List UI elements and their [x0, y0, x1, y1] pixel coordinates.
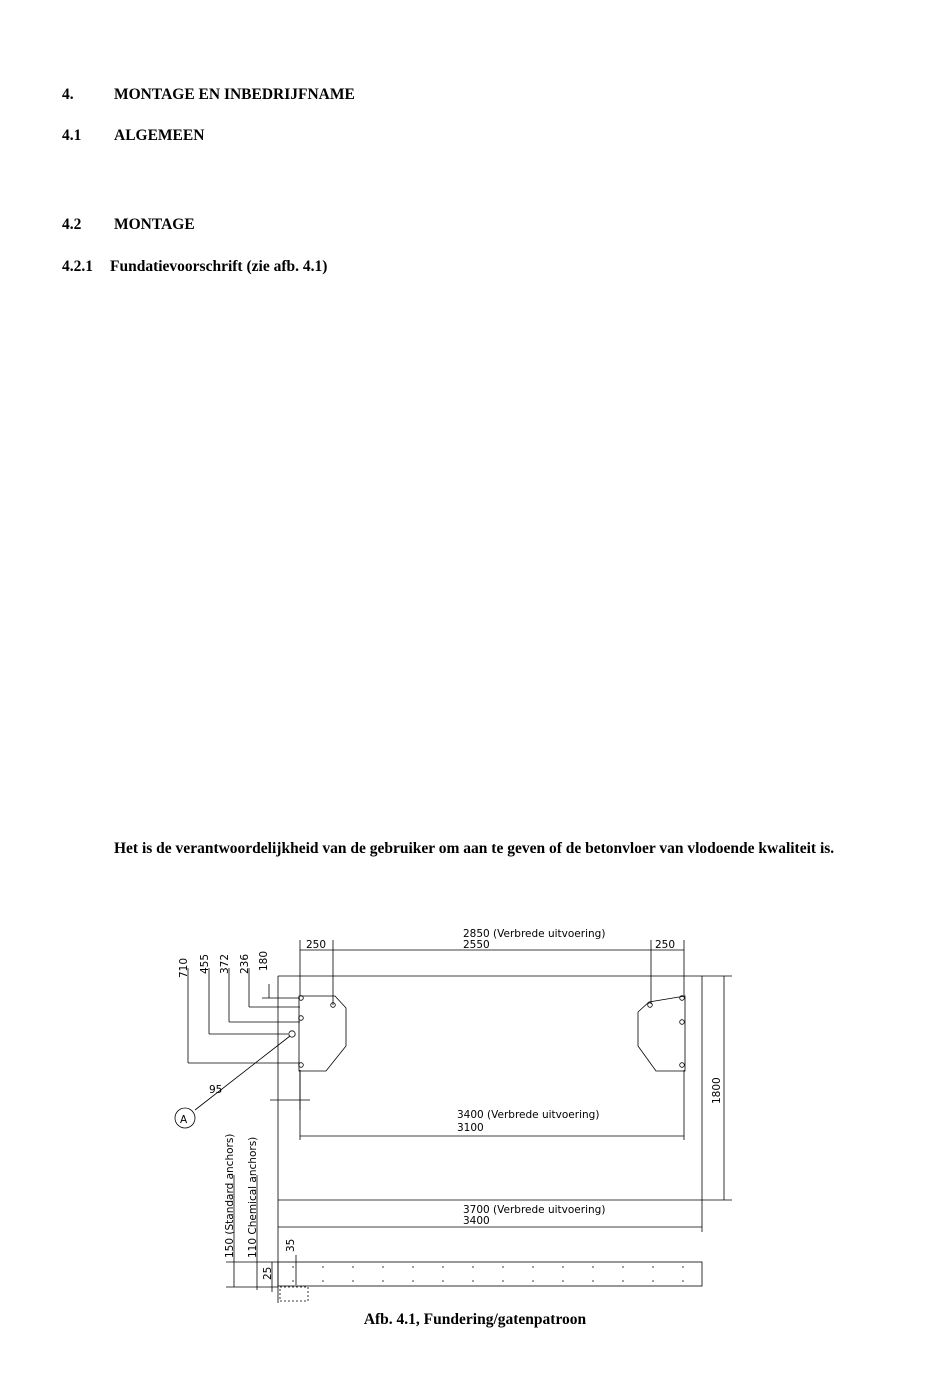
section-4-1-number: 4.1	[62, 127, 82, 144]
right-base-plate	[638, 996, 685, 1071]
dim-455: 455	[199, 953, 211, 974]
dim-150-standard-anchors: 150 (Standard anchors)	[224, 1133, 236, 1258]
dim-3100: 3100	[457, 1122, 484, 1134]
dim-236: 236	[239, 953, 251, 974]
anchor-a-leader	[195, 1036, 290, 1110]
floor-cross-section	[278, 1262, 702, 1286]
left-anchor-holes	[299, 996, 336, 1068]
dim-3700-wide: 3700 (Verbrede uitvoering)	[463, 1204, 606, 1216]
dim-250-right: 250	[655, 939, 676, 951]
responsibility-paragraph: Het is de verantwoordelijkheid van de gebruiker om aan te geven of de betonvloer van vlodoende kwaliteit is.	[114, 840, 835, 857]
section-4-2-1-title: Fundatievoorschrift (zie afb. 4.1)	[110, 258, 328, 275]
dim-250-left: 250	[306, 939, 327, 951]
anchor-section-dashed	[280, 1287, 308, 1301]
dim-180: 180	[258, 950, 270, 971]
section-4-number: 4.	[62, 86, 74, 103]
dim-372: 372	[219, 953, 231, 974]
section-4-1-title: ALGEMEEN	[114, 127, 205, 144]
section-4-2-1-number: 4.2.1	[62, 258, 93, 275]
dim-95: 95	[209, 1084, 223, 1096]
dim-110-chemical-anchors: 110 Chemical anchors)	[247, 1136, 259, 1258]
section-4-title: MONTAGE EN INBEDRIJFNAME	[114, 86, 355, 103]
section-4-2-title: MONTAGE	[114, 216, 195, 233]
section-4-2-number: 4.2	[62, 216, 82, 233]
dim-35: 35	[285, 1238, 297, 1252]
dim-2850-wide: 2850 (Verbrede uitvoering)	[463, 928, 606, 940]
dim-1800: 1800	[711, 1077, 723, 1104]
anchor-a-label: A	[180, 1114, 188, 1126]
figure-caption: Afb. 4.1, Fundering/gatenpatroon	[363, 1311, 587, 1328]
dim-25: 25	[262, 1266, 274, 1280]
dim-3400: 3400	[463, 1215, 490, 1227]
right-anchor-holes	[648, 996, 685, 1068]
dim-710: 710	[178, 957, 190, 978]
dim-3400-wide: 3400 (Verbrede uitvoering)	[457, 1109, 600, 1121]
left-base-plate	[299, 996, 346, 1071]
dim-2550: 2550	[463, 939, 490, 951]
